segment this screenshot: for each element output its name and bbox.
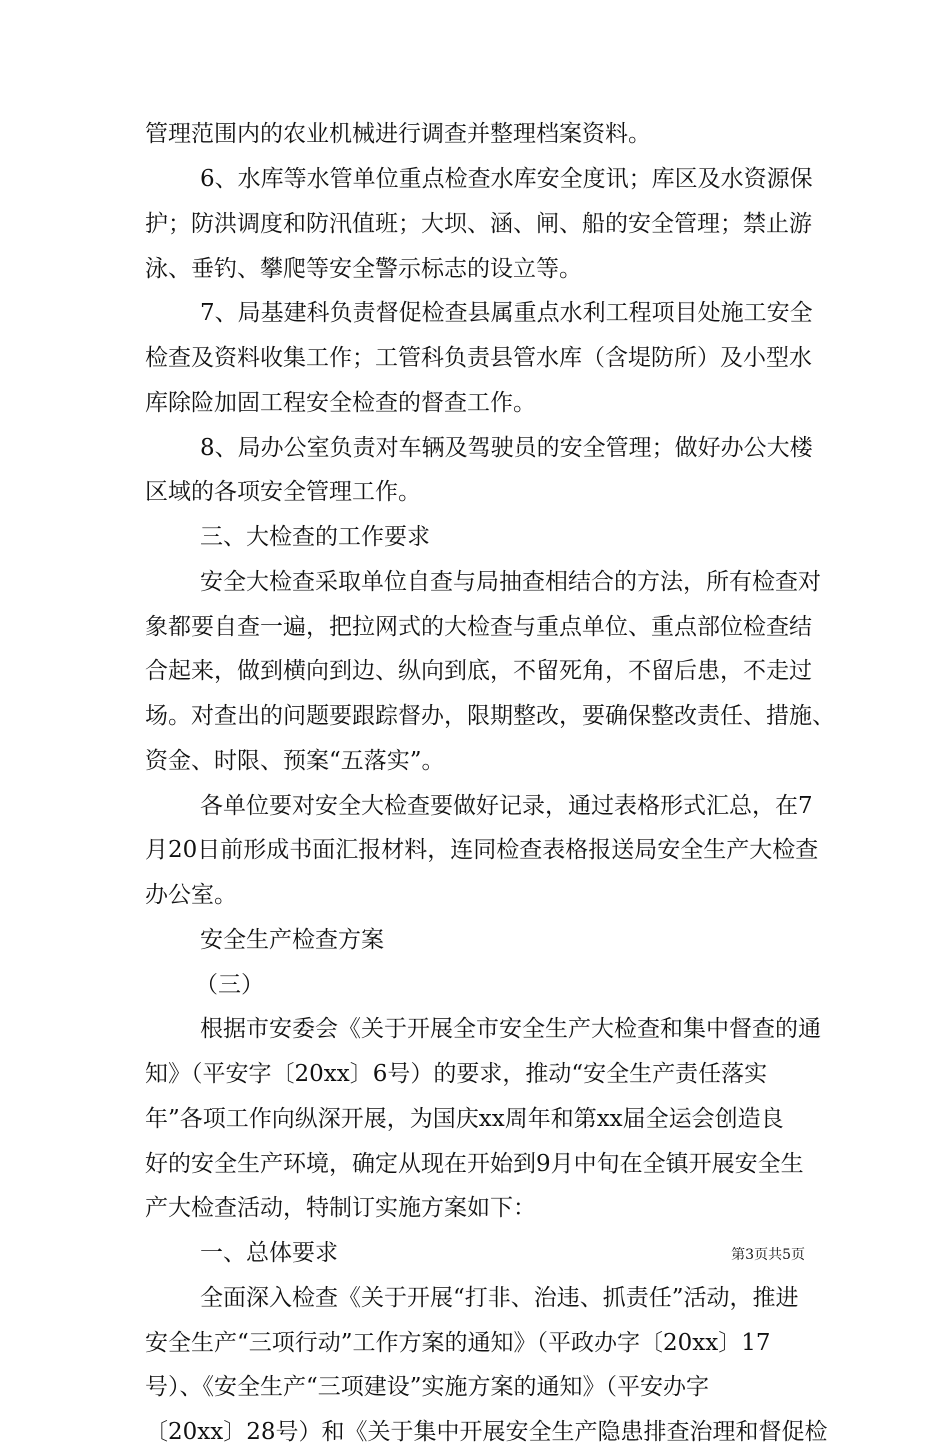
text-line: 护；防洪调度和防汛值班；大坝、涵、闸、船的安全管理；禁止游 <box>145 211 812 237</box>
text-line: 月20日前形成书面汇报材料，连同检查表格报送局安全生产大检查 <box>145 837 819 863</box>
text-line: 好的安全生产环境，确定从现在开始到9月中旬在全镇开展安全生 <box>145 1151 804 1177</box>
text-line: 知》（平安字〔20xx〕6号）的要求，推动“安全生产责任落实 <box>145 1061 768 1087</box>
text-line: 区域的各项安全管理工作。 <box>145 479 421 505</box>
section-heading: 三、大检查的工作要求 <box>200 524 430 550</box>
text-line: 号）、《安全生产“三项建设”实施方案的通知》（平安办字 <box>145 1374 710 1400</box>
text-line: 场。对查出的问题要跟踪督办，限期整改，要确保整改责任、措施、 <box>145 703 835 729</box>
text-line: 年”各项工作向纵深开展，为国庆xx周年和第xx届全运会创造良 <box>145 1106 784 1132</box>
text-line: 产大检查活动，特制订实施方案如下： <box>145 1195 536 1221</box>
text-line: 根据市安委会《关于开展全市安全生产大检查和集中督查的通 <box>200 1016 821 1042</box>
text-line: 泳、垂钓、攀爬等安全警示标志的设立等。 <box>145 256 582 282</box>
text-line: 全面深入检查《关于开展“打非、治违、抓责任”活动，推进 <box>200 1285 799 1311</box>
text-line: 各单位要对安全大检查要做好记录，通过表格形式汇总，在7 <box>200 793 813 819</box>
text-line: 安全生产“三项行动”工作方案的通知》（平政办字〔20xx〕17 <box>145 1330 771 1356</box>
text-line: 安全大检查采取单位自查与局抽查相结合的方法，所有检查对 <box>200 569 821 595</box>
document-title: 安全生产检查方案 <box>200 927 384 953</box>
text-line: 资金、时限、预案“五落实”。 <box>145 748 445 774</box>
text-line: 8、局办公室负责对车辆及驾驶员的安全管理；做好办公大楼 <box>200 435 813 461</box>
section-heading: 一、总体要求 <box>200 1240 338 1266</box>
text-line: 6、水库等水管单位重点检查水库安全度讯；库区及水资源保 <box>200 166 813 192</box>
page-number-footer: 第3页共5页 <box>731 1247 805 1263</box>
text-line: 管理范围内的农业机械进行调查并整理档案资料。 <box>145 121 651 147</box>
text-line: 检查及资料收集工作；工管科负责县管水库（含堤防所）及小型水 <box>145 345 812 371</box>
section-number: （三） <box>195 972 264 998</box>
text-line: 象都要自查一遍，把拉网式的大检查与重点单位、重点部位检查结 <box>145 614 812 640</box>
text-line: 〔20xx〕28号）和《关于集中开展安全生产隐患排查治理和督促检 <box>145 1419 828 1445</box>
text-line: 库除险加固工程安全检查的督查工作。 <box>145 390 536 416</box>
text-line: 合起来，做到横向到边、纵向到底，不留死角，不留后患，不走过 <box>145 658 812 684</box>
text-line: 办公室。 <box>145 882 237 908</box>
text-line: 7、局基建科负责督促检查县属重点水利工程项目处施工安全 <box>200 300 813 326</box>
